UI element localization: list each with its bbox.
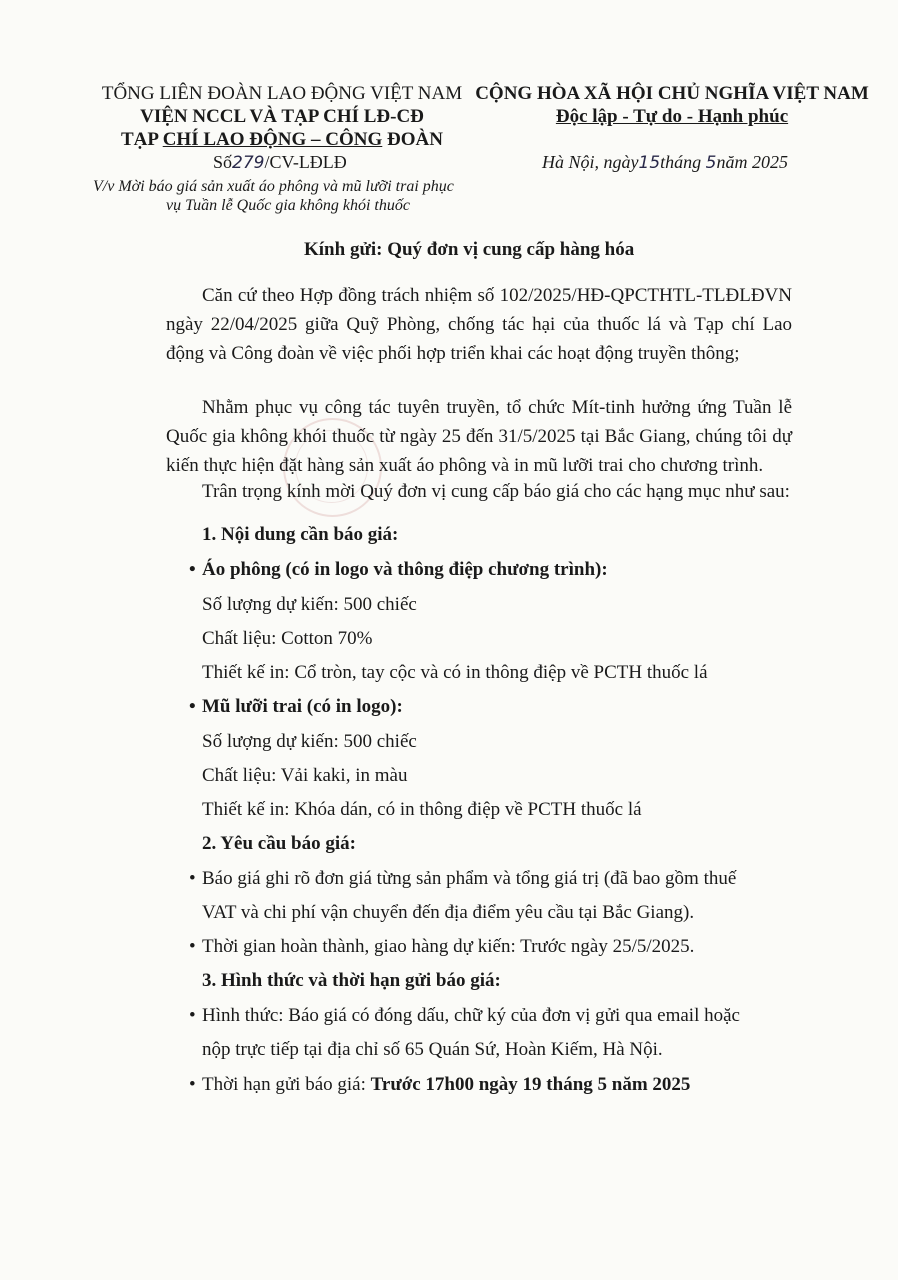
subject-line-1: V/v Mời báo giá sản xuất áo phông và mũ lưỡi trai phục [93,178,454,195]
salutation: Kính gửi: Quý đơn vị cung cấp hàng hóa [304,239,635,260]
subject-line-2: vụ Tuần lễ Quốc gia không khói thuốc [166,197,410,214]
org-magazine-prefix: TẠP [121,129,163,150]
section2-bullet1-line2: VAT và chi phí vận chuyển đến địa điểm yêu cầu tại Bắc Giang). [202,902,695,923]
doc-number-handwritten: 279 [232,153,265,173]
deadline-value: Trước 17h00 ngày 19 tháng 5 năm 2025 [370,1074,691,1095]
item1-material: Chất liệu: Cotton 70% [202,628,373,649]
section3-bullet2 [202,1070,690,1099]
section2-heading: 2. Yêu cầu báo giá: [202,833,356,854]
date-prefix: Hà Nội, ngày [542,152,639,172]
org-magazine-suffix: ĐOÀN [382,129,443,150]
item1-quantity: Số lượng dự kiến: 500 chiếc [202,594,417,615]
section3-bullet1-line1: • Hình thức: Báo giá có đóng dấu, chữ ký của đơn vị gửi qua email hoặc [202,1001,740,1030]
paragraph-invitation: Trân trọng kính mời Quý đơn vị cung cấp báo giá cho các hạng mục như sau: [202,481,790,502]
item2-material: Chất liệu: Vải kaki, in màu [202,765,408,786]
national-title: CỘNG HÒA XÃ HỘI CHỦ NGHĨA VIỆT NAM [475,83,869,104]
national-motto: Độc lập - Tự do - Hạnh phúc [555,106,789,127]
section3-bullet1-line2: nộp trực tiếp tại địa chỉ số 65 Quán Sứ, Hoàn Kiếm, Hà Nội. [202,1039,663,1060]
item2-quantity: Số lượng dự kiến: 500 chiếc [202,731,417,752]
section1-heading: 1. Nội dung cần báo giá: [202,524,399,545]
date-month: 5 [705,153,717,173]
section3-heading: 3. Hình thức và thời hạn gửi báo giá: [202,970,501,991]
item1-title: • Áo phông (có in logo và thông điệp chương trình): [202,555,608,584]
deadline-label: Thời hạn gửi báo giá: [202,1074,371,1095]
paragraph-purpose: Nhằm phục vụ công tác tuyên truyền, tổ chức Mít-tinh hưởng ứng Tuần lễ Quốc gia không khói thuốc từ ngày 25 đến 31/5/2025 tại Bắc Giang, chúng tôi dự kiến thực hiện đặt hàng sản xuất áo phông và in mũ lưỡi trai cho chương trình. [166,397,792,476]
item1-design: Thiết kế in: Cổ tròn, tay cộc và có in thông điệp về PCTH thuốc lá [202,662,708,683]
date-day: 15 [638,153,661,173]
org-parent: TỔNG LIÊN ĐOÀN LAO ĐỘNG VIỆT NAM [101,83,463,104]
org-institute: VIỆN NCCL VÀ TẠP CHÍ LĐ-CĐ [140,106,424,127]
org-magazine [92,129,472,151]
doc-number-prefix: Số [213,152,233,172]
doc-number [213,152,347,173]
date-line [542,152,788,173]
doc-number-suffix: /CV-LĐLĐ [264,152,347,172]
org-magazine-underlined: CHÍ LAO ĐỘNG – CÔNG [162,129,383,150]
date-year: năm 2025 [716,152,788,172]
paragraph-basis: Căn cứ theo Hợp đồng trách nhiệm số 102/2025/HĐ-QPCTHTL-TLĐLĐVN ngày 22/04/2025 giữa Quỹ Phòng, chống tác hại của thuốc lá và Tạp chí Lao động và Công đoàn về việc phối hợp triển khai các hoạt động truyền thông; [166,285,792,364]
item2-design: Thiết kế in: Khóa dán, có in thông điệp về PCTH thuốc lá [202,799,642,820]
section2-bullet2: • Thời gian hoàn thành, giao hàng dự kiến: Trước ngày 25/5/2025. [202,932,694,961]
date-month-label: tháng [660,152,702,172]
item2-title: • Mũ lưỡi trai (có in logo): [202,692,403,721]
section2-bullet1-line1: • Báo giá ghi rõ đơn giá từng sản phẩm và tổng giá trị (đã bao gồm thuế [202,864,736,893]
